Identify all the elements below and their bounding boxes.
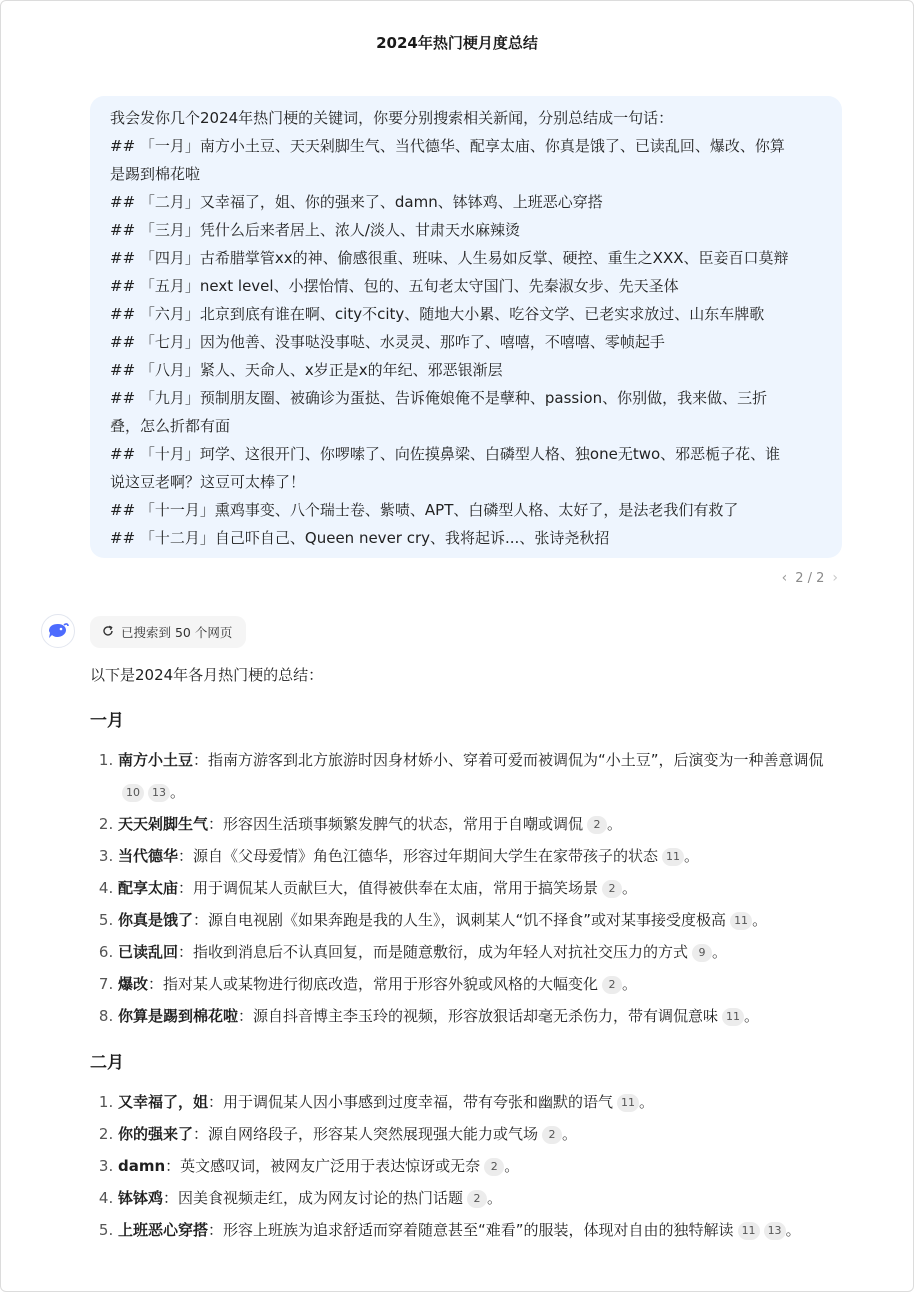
page-title: 2024年热门梗月度总结 bbox=[376, 34, 538, 52]
user-message-line: 我会发你几个2024年热门梗的关键词，你要分别搜索相关新闻，分别总结成一句话： bbox=[110, 109, 674, 127]
user-message-line: ## 「二月」又幸福了，姐、你的强来了、damn、钵钵鸡、上班恶心穿搭 bbox=[110, 193, 603, 211]
meme-term: 当代德华 bbox=[118, 847, 179, 865]
section-heading: 二月 bbox=[90, 1053, 124, 1073]
meme-term: 上班恶心穿搭 bbox=[118, 1221, 209, 1239]
list-item bbox=[118, 968, 842, 1000]
user-message-bubble bbox=[90, 96, 842, 558]
citation-badge[interactable]: 2 bbox=[587, 816, 607, 834]
citation-badge[interactable]: 11 bbox=[730, 912, 752, 930]
citation-badge[interactable]: 2 bbox=[602, 880, 622, 898]
sentence-end: 。 bbox=[712, 943, 728, 961]
sentence-end: 。 bbox=[622, 975, 638, 993]
meme-term: damn bbox=[118, 1157, 166, 1175]
message-pager bbox=[782, 570, 838, 586]
section-heading: 一月 bbox=[90, 711, 124, 731]
citation-badge[interactable]: 11 bbox=[738, 1222, 760, 1240]
user-message-line: ## 「一月」南方小土豆、天天剁脚生气、当代德华、配享太庙、你真是饿了、已读乱回、爆改、你算 bbox=[110, 137, 785, 155]
meme-term: 南方小土豆 bbox=[118, 751, 194, 769]
list-item bbox=[118, 936, 842, 968]
sentence-end: 。 bbox=[752, 911, 768, 929]
meme-description: ：源自电视剧《如果奔跑是我的人生》，讽刺某人“饥不择食”或对某事接受度极高 bbox=[193, 911, 727, 929]
list-item bbox=[118, 808, 842, 840]
citation-badge[interactable]: 11 bbox=[617, 1094, 639, 1112]
citation-badge[interactable]: 13 bbox=[764, 1222, 786, 1240]
user-message-line: ## 「七月」因为他善、没事哒没事哒、水灵灵、那咋了、嘻嘻，不嘻嘻、零帧起手 bbox=[110, 333, 665, 351]
list-item bbox=[118, 1118, 842, 1150]
chevron-left-icon[interactable]: ‹ bbox=[781, 570, 788, 586]
sentence-end: 。 bbox=[487, 1189, 503, 1207]
meme-description: ：源自《父母爱情》角色江德华，形容过年期间大学生在家带孩子的状态 bbox=[178, 847, 659, 865]
meme-term: 爆改 bbox=[118, 975, 149, 993]
citation-badge[interactable]: 9 bbox=[692, 944, 712, 962]
pager-text: 2 / 2 bbox=[795, 570, 825, 586]
user-message-line: ## 「八月」紧人、天命人、x岁正是x的年纪、邪恶银渐层 bbox=[110, 361, 503, 379]
meme-description: ：指南方游客到北方旅游时因身材娇小、穿着可爱而被调侃为“小土豆”，后演变为一种善意调侃 bbox=[193, 751, 824, 769]
sentence-end: 。 bbox=[639, 1093, 655, 1111]
meme-term: 钵钵鸡 bbox=[118, 1189, 164, 1207]
user-message-line: 叠，怎么折都有面 bbox=[110, 417, 231, 435]
sentence-end: 。 bbox=[607, 815, 623, 833]
refresh-search-icon bbox=[102, 625, 114, 640]
meme-description: ：形容上班族为追求舒适而穿着随意甚至“难看”的服装，体现对自由的独特解读 bbox=[208, 1221, 734, 1239]
meme-description: ：源自网络段子，形容某人突然展现强大能力或气场 bbox=[193, 1125, 539, 1143]
meme-description: ：源自抖音博主李玉玲的视频，形容放狠话却毫无杀伤力，带有调侃意味 bbox=[238, 1007, 719, 1025]
meme-description: ：英文感叹词，被网友广泛用于表达惊讶或无奈 bbox=[165, 1157, 481, 1175]
list-item bbox=[118, 1086, 842, 1118]
citation-badge[interactable]: 2 bbox=[484, 1158, 504, 1176]
user-message-line: ## 「九月」预制朋友圈、被确诊为蛋挞、告诉俺娘俺不是孽种、passion、你别做，我来做、三折 bbox=[110, 389, 768, 407]
meme-description: ：用于调侃某人贡献巨大，值得被供奉在太庙，常用于搞笑场景 bbox=[178, 879, 599, 897]
sentence-end: 。 bbox=[744, 1007, 760, 1025]
sentence-end: 。 bbox=[170, 783, 186, 801]
list-item bbox=[118, 904, 842, 936]
citation-badge[interactable]: 2 bbox=[467, 1190, 487, 1208]
citation-badge[interactable]: 11 bbox=[662, 848, 684, 866]
user-message-line: ## 「四月」古希腊掌管xx的神、偷感很重、班味、人生易如反掌、硬控、重生之XXX、臣妾百口莫辩 bbox=[110, 249, 789, 267]
user-message-line: 说这豆老啊？这豆可太棒了！ bbox=[110, 473, 306, 491]
meme-description: ：用于调侃某人因小事感到过度幸福，带有夸张和幽默的语气 bbox=[208, 1093, 614, 1111]
meme-term: 天天剁脚生气 bbox=[118, 815, 209, 833]
meme-description: ：指收到消息后不认真回复，而是随意敷衍，成为年轻人对抗社交压力的方式 bbox=[178, 943, 689, 961]
list-item bbox=[118, 1182, 842, 1214]
sentence-end: 。 bbox=[684, 847, 700, 865]
assistant-answer bbox=[90, 660, 842, 1246]
meme-description: ：形容因生活琐事频繁发脾气的状态，常用于自嘲或调侃 bbox=[208, 815, 584, 833]
sentence-end: 。 bbox=[785, 1221, 801, 1239]
user-message-line: 是踢到棉花啦 bbox=[110, 165, 201, 183]
list-item bbox=[118, 1214, 842, 1246]
search-results-chip[interactable] bbox=[90, 616, 246, 648]
list-item bbox=[118, 872, 842, 904]
meme-description: ：指对某人或某物进行彻底改造，常用于形容外貌或风格的大幅变化 bbox=[148, 975, 599, 993]
citation-badge[interactable]: 2 bbox=[542, 1126, 562, 1144]
user-message-line: ## 「五月」next level、小摆怡情、包的、五旬老太守国门、先秦淑女步、先天圣体 bbox=[110, 277, 679, 295]
user-message-line: ## 「十月」珂学、这很开门、你啰嗦了、向佐摸鼻梁、白磷型人格、独one无two、邪恶栀子花、谁 bbox=[110, 445, 781, 463]
list-item bbox=[118, 1000, 842, 1032]
citation-badge[interactable]: 11 bbox=[722, 1008, 744, 1026]
citation-badge[interactable]: 2 bbox=[602, 976, 622, 994]
sentence-end: 。 bbox=[622, 879, 638, 897]
meme-list bbox=[90, 1086, 842, 1246]
user-message-line: ## 「六月」北京到底有谁在啊、city不city、随地大小累、吃谷文学、已老实求放过、山东车牌歌 bbox=[110, 305, 765, 323]
whale-logo-icon bbox=[41, 614, 75, 648]
sentence-end: 。 bbox=[504, 1157, 520, 1175]
meme-term: 你真是饿了 bbox=[118, 911, 194, 929]
citation-badge[interactable]: 13 bbox=[148, 784, 170, 802]
meme-term: 已读乱回 bbox=[118, 943, 179, 961]
search-chip-label: 已搜索到 50 个网页 bbox=[121, 625, 233, 640]
meme-term: 又幸福了，姐 bbox=[118, 1093, 209, 1111]
meme-list bbox=[90, 744, 842, 1032]
user-message-line: ## 「十二月」自己吓自己、Queen never cry、我将起诉...、张诗尧秋招 bbox=[110, 529, 610, 547]
user-message-line: ## 「三月」凭什么后来者居上、浓人/淡人、甘肃天水麻辣烫 bbox=[110, 221, 520, 239]
answer-intro: 以下是2024年各月热门梗的总结： bbox=[90, 666, 324, 684]
meme-term: 你的强来了 bbox=[118, 1125, 194, 1143]
user-message-line: ## 「十一月」熏鸡事变、八个瑞士卷、紫啧、APT、白磷型人格、太好了，是法老我们有救了 bbox=[110, 501, 739, 519]
list-item bbox=[118, 840, 842, 872]
list-item bbox=[118, 744, 842, 808]
citation-badge[interactable]: 10 bbox=[122, 784, 144, 802]
chevron-right-icon[interactable]: › bbox=[832, 570, 838, 586]
meme-description: ：因美食视频走红，成为网友讨论的热门话题 bbox=[163, 1189, 464, 1207]
list-item bbox=[118, 1150, 842, 1182]
sentence-end: 。 bbox=[562, 1125, 578, 1143]
meme-term: 配享太庙 bbox=[118, 879, 179, 897]
meme-term: 你算是踢到棉花啦 bbox=[118, 1007, 239, 1025]
